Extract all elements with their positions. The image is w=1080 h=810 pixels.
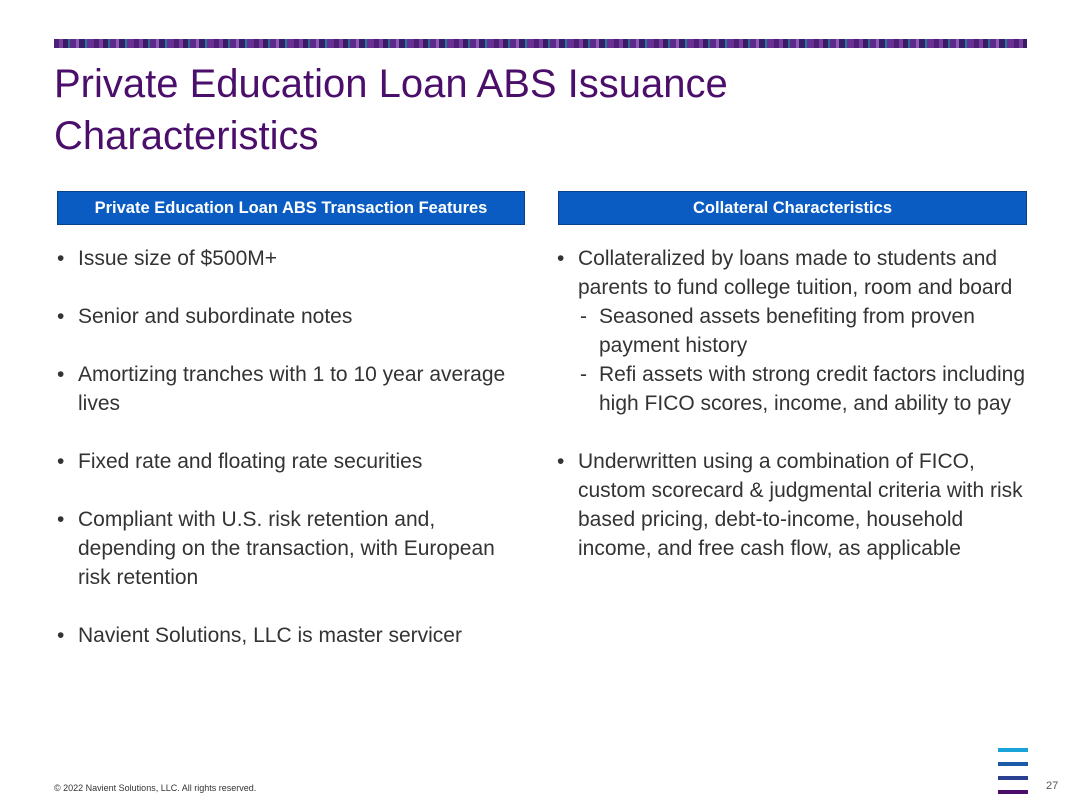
- sub-list-item: - Seasoned assets benefiting from proven payment history: [578, 302, 1027, 360]
- list-item-text: Collateralized by loans made to students and parents to fund college tuition, room and board: [578, 247, 1013, 299]
- copyright-footer: © 2022 Navient Solutions, LLC. All rights reserved.: [54, 783, 257, 793]
- decorative-top-band: [54, 39, 1027, 48]
- page-number: 27: [1046, 780, 1059, 792]
- sub-list-item: - Refi assets with strong credit factors including high FICO scores, income, and ability to pay: [578, 360, 1027, 418]
- list-item: [557, 244, 1027, 418]
- logo-stripe: [998, 748, 1028, 752]
- right-column-header: Collateral Characteristics: [558, 191, 1027, 225]
- list-item: • Issue size of $500M+: [57, 244, 527, 273]
- transaction-features-list: [57, 244, 527, 679]
- sub-list: [578, 302, 1027, 418]
- logo-stripe: [998, 762, 1028, 766]
- logo-stripe: [998, 776, 1028, 780]
- navient-stripes-icon: [998, 748, 1028, 794]
- logo-stripe: [998, 790, 1028, 794]
- list-item: • Fixed rate and floating rate securities: [57, 447, 527, 476]
- list-item: • Amortizing tranches with 1 to 10 year average lives: [57, 360, 527, 418]
- collateral-characteristics-list: [557, 244, 1027, 592]
- list-item: • Compliant with U.S. risk retention and, depending on the transaction, with European risk retention: [57, 505, 527, 592]
- left-column-header: Private Education Loan ABS Transaction Features: [57, 191, 525, 225]
- list-item: • Underwritten using a combination of FICO, custom scorecard & judgmental criteria with risk based pricing, debt-to-income, household income, and free cash flow, as applicable: [557, 447, 1027, 563]
- slide-title: Private Education Loan ABS Issuance Characteristics: [54, 62, 728, 158]
- list-item: • Senior and subordinate notes: [57, 302, 527, 331]
- list-item: • Navient Solutions, LLC is master servicer: [57, 621, 527, 650]
